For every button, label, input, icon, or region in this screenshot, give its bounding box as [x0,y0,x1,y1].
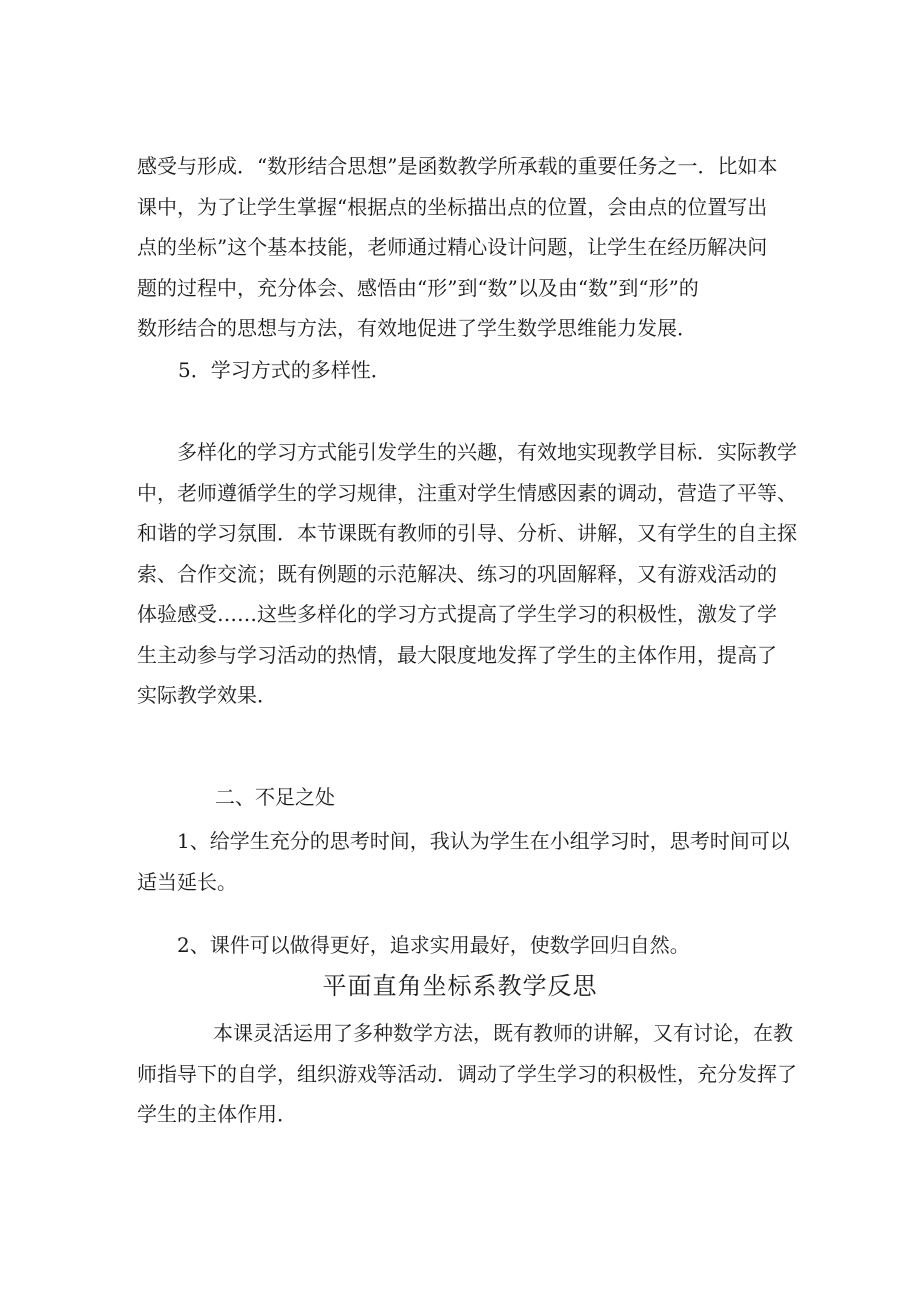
text-line: 适当延长。 [137,869,237,894]
text-line: 和谐的学习氛围．本节课既有教师的引导、分析、讲解，又有学生的自主探 [137,521,797,545]
shortcoming-point-1 [137,821,797,902]
text-line: 学生的主体作用． [137,1102,297,1126]
text-line: 题的过程中，充分体会、感悟由“形”到“数”以及由“数”到“形”的 [137,275,699,300]
text-line: 课中，为了让学生掌握“根据点的坐标描出点的位置，会由点的位置写出 [137,194,768,219]
text-line: 中，老师遵循学生的学习规律，注重对学生情感因素的调动，营造了平等、 [137,480,797,505]
text-line: 体验感受……这些多样化的学习方式提高了学生学习的积极性，激发了学 [137,602,777,626]
shortcoming-point-2: 2、课件可以做得更好，追求实用最好，使数学回归自然。 [177,933,690,957]
text-line: 师指导下的自学，组织游戏等活动．调动了学生学习的积极性，充分发挥了 [137,1061,797,1086]
section-5-heading: 5．学习方式的多样性． [178,358,391,382]
text-line: 索、合作交流；既有例题的示范解决、练习的巩固解释，又有游戏活动的 [137,561,777,586]
paragraph-learning-diversity [137,432,797,716]
text-line: 实际教学效果． [137,683,277,707]
text-line: 1、给学生充分的思考时间，我认为学生在小组学习时，思考时间可以 [177,829,790,853]
text-line: 本课灵活运用了多种数学方法，既有教师的讲解，又有讨论，在教 [213,1021,793,1045]
shortcomings-heading: 二、不足之处 [215,785,335,809]
text-line: 数形结合的思想与方法，有效地促进了学生数学思维能力发展． [137,316,697,340]
paragraph-number-shape-combination [137,146,797,349]
paragraph-reflection [137,1013,797,1135]
text-line: 生主动参与学习活动的热情，最大限度地发挥了学生的主体作用，提高了 [137,642,777,667]
text-line: 多样化的学习方式能引发学生的兴趣，有效地实现教学目标．实际教学 [177,440,797,464]
text-line: 感受与形成．“数形结合思想”是函数教学所承载的重要任务之一．比如本 [137,154,778,178]
document-title: 平面直角坐标系教学反思 [322,972,598,1000]
text-line: 点的坐标”这个基本技能，老师通过精心设计问题，让学生在经历解决问 [137,235,768,259]
